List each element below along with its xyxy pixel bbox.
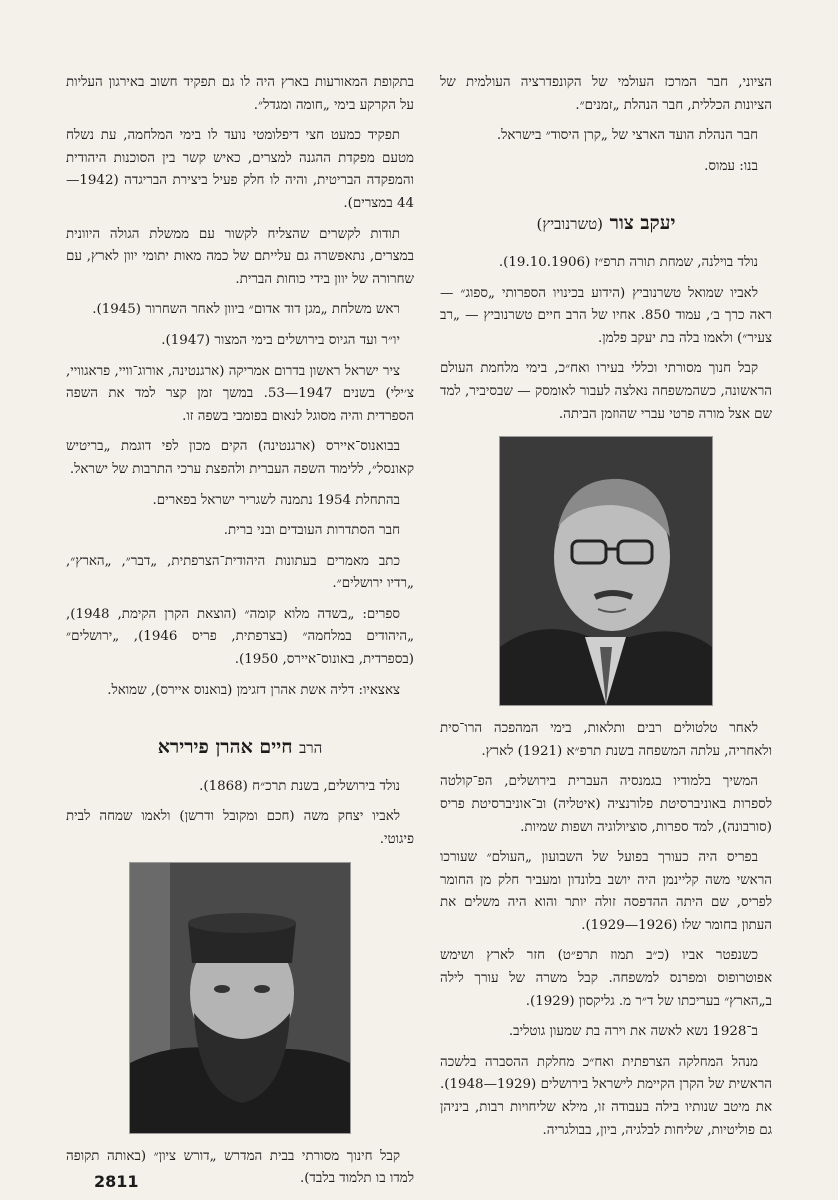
- paragraph: בתקופת המאורעות בארץ היה לו גם תפקיד חשוב באירגון העליות על הקרקע בימי „חומה ומגדל״.: [66, 75, 414, 113]
- paragraph: לאביו שמואל טשרנוביץ (הידוע בכינויו הספרותי „ספוג״ — ראה כרך ב׳, עמוד 850. אחיו של הרב חיים טשרנוביץ — „רב צעיר״) ולאמו בלה בת יעקב פלמן.: [440, 285, 772, 346]
- heading-name: חיים אהרן פירירא: [157, 736, 293, 759]
- heading-subname: (טשרנוביץ): [536, 215, 603, 234]
- paragraph: ציר ישראל ראשון בדרום אמריקה (ארגנטינה, אורוג־וויי, פראגוויי, צ׳ילי) בשנים 1947—53. במשך זמן קצר למד את השפה הספרדית והיה מסוגל לנאום בפומבי בשפה זו.: [66, 363, 414, 424]
- paragraph: ראש משלחת „מגן דוד אדום״ ביוון לאחר השחרור (1945).: [92, 302, 400, 318]
- paragraph: לאביו יצחק משה (חכם ומקובל ודרשן) ולאמו שמחה לבית פיגוטי.: [66, 809, 414, 848]
- paragraph: קבל חינוך מסורתי בבית המדרש „דורש ציון״ (באותה תקופה למדו בו תלמוד בלבד).: [66, 1148, 414, 1187]
- portrait-photo: [499, 436, 713, 706]
- paragraph: תודות לקשרים שהצליח לקשור עם ממשלת הגולה היוונית במצרים, נתאפשרה גם עלייתם של כמה מאות יתומי יוון לארץ, עם שחרורה של יוון בידי כוחות הברית.: [66, 226, 414, 287]
- paragraph: הציוני, חבר המרכז העולמי של הקונפדרציה העולמית של הציונות הכללית, חבר הנהלת „זמנים״.: [440, 75, 772, 113]
- paragraph: קבל חנוך מסורתי וכללי בעירו ואח״כ, בימי מלחמת העולם הראשונה, כשהמשפחה נאלצה לעבור לאומסק — שבסיביר, למד שם אצל מורה פרטי עברי שהוזמן הביתה.: [440, 361, 772, 422]
- page-number: 2811: [94, 1172, 139, 1191]
- paragraph: לאחר טלטולים רבים ותלאות, בימי המהפכה הרו־סית ולאחריה, עלתה המשפחה בשנת תרפ״א (1921) לארץ.: [440, 721, 772, 759]
- paragraph: בבואנוס־איירס (ארגנטינה) הקים מכון לפי דוגמת „בריטיש קאונסל״, ללימוד השפה העברית ולהפצת ערכי התרבות של ישראל.: [66, 439, 414, 477]
- paragraph: בפריס היה כעורך בפועל של השבועון „העולם״ שעורכו הראשי משה קליינמן היה יושב בלונדון ומעביר חלק מן החומר לפריס, שם היתה ההדפסה זולה יותר והוא היה משלים את העתון בחומר שלו (1926—1929).: [440, 850, 772, 933]
- paragraph: נולד בוילנה, שמחת תורה תרפ״ז (19.10.1906).: [498, 254, 758, 270]
- paragraph: תפקיד כמעט חצי דיפלומטי נועד לו בימי המלחמה, עת נשלח מטעם מפקדת ההגנה למצרים, כאיש קשר בין הסוכנות היהודית והמפקדה הבריטית, והיה לו חלק פעיל ביצירת הבריגדה (1942—44 במצרים).: [66, 128, 414, 211]
- paragraph: נולד בירושלים, בשנת תרכ״ח (1868).: [199, 778, 400, 794]
- biography-heading: [66, 736, 414, 760]
- paragraph: בנו: עמוס.: [704, 158, 758, 174]
- portrait-photo: [129, 862, 351, 1134]
- paragraph: כתב מאמרים בעתונות היהודית־הצרפתית, „דבר״, „הארץ״, „רדיו ירושלים״.: [66, 553, 414, 592]
- heading-name: יעקב צור: [609, 212, 676, 235]
- portrait-man-glasses-image: [500, 437, 712, 705]
- paragraph: בהתחלת 1954 נתמנה לשגריר ישראל בפארים.: [152, 492, 400, 508]
- paragraph: מנהל המחלקה הצרפתית ואח״כ מחלקת ההסברה בלשכה הראשית של הקרן הקיימת לישראל בירושלים (1929—1948). את מיטב שנותיו בילה בעבודה זו, מילא שליחויות רבות, ביניהן גם פוליטיות, שליחות לבלגיה, ביון, בבולגריה.: [440, 1054, 772, 1138]
- paragraph: חבר הנהלת הועד הארצי של „קרן היסוד״ בישראל.: [496, 128, 758, 144]
- portrait-rabbi-image: [130, 863, 350, 1133]
- paragraph: צאצאיו: דליה אשת אהרן דזגימן (בואנוס איירס), שמואל.: [107, 682, 400, 698]
- right-column: [440, 72, 772, 1150]
- paragraph: ספרים: „בשדה מלוא קומה״ (הוצאת הקרן הקימת, 1948), „היהודים במלחמה״ (בצרפתית, פריס 1946), „ירושלים״ (בספרדית, באונוס־איירס, 1950).: [66, 606, 415, 668]
- heading-prefix: הרב: [299, 739, 323, 758]
- biography-heading: [440, 212, 772, 236]
- left-column: [66, 72, 414, 1199]
- paragraph: כשנפטר אביו (כ״ב תמוז תרפ״ט) חזר לארץ ושימש אפוטרופוס ומפרנס למשפחה. קבל משרה של עורך לילה ב„הארץ״ בעריכתו של ד״ר מ. גליקסון (1929).: [440, 948, 772, 1009]
- paragraph: חבר הסתדרות העובדים ובני ברית.: [223, 523, 400, 539]
- paragraph: ב־1928 נשא לאשה את וירה בת שמעון גוטליב.: [508, 1024, 758, 1040]
- paragraph: המשיך בלמודיו בגמנסיה העברית בירושלים, הפ־קולטה לספרות באוניברסיטת פלורנציה (איטליה) וב־אוניברסיטת פריס (סורבונה), למד ספרות, סוציולוגיה ושפות שמיות.: [440, 774, 772, 835]
- paragraph: יו״ר ועד הגיוס בירושלים בימי המצור (1947).: [161, 332, 400, 348]
